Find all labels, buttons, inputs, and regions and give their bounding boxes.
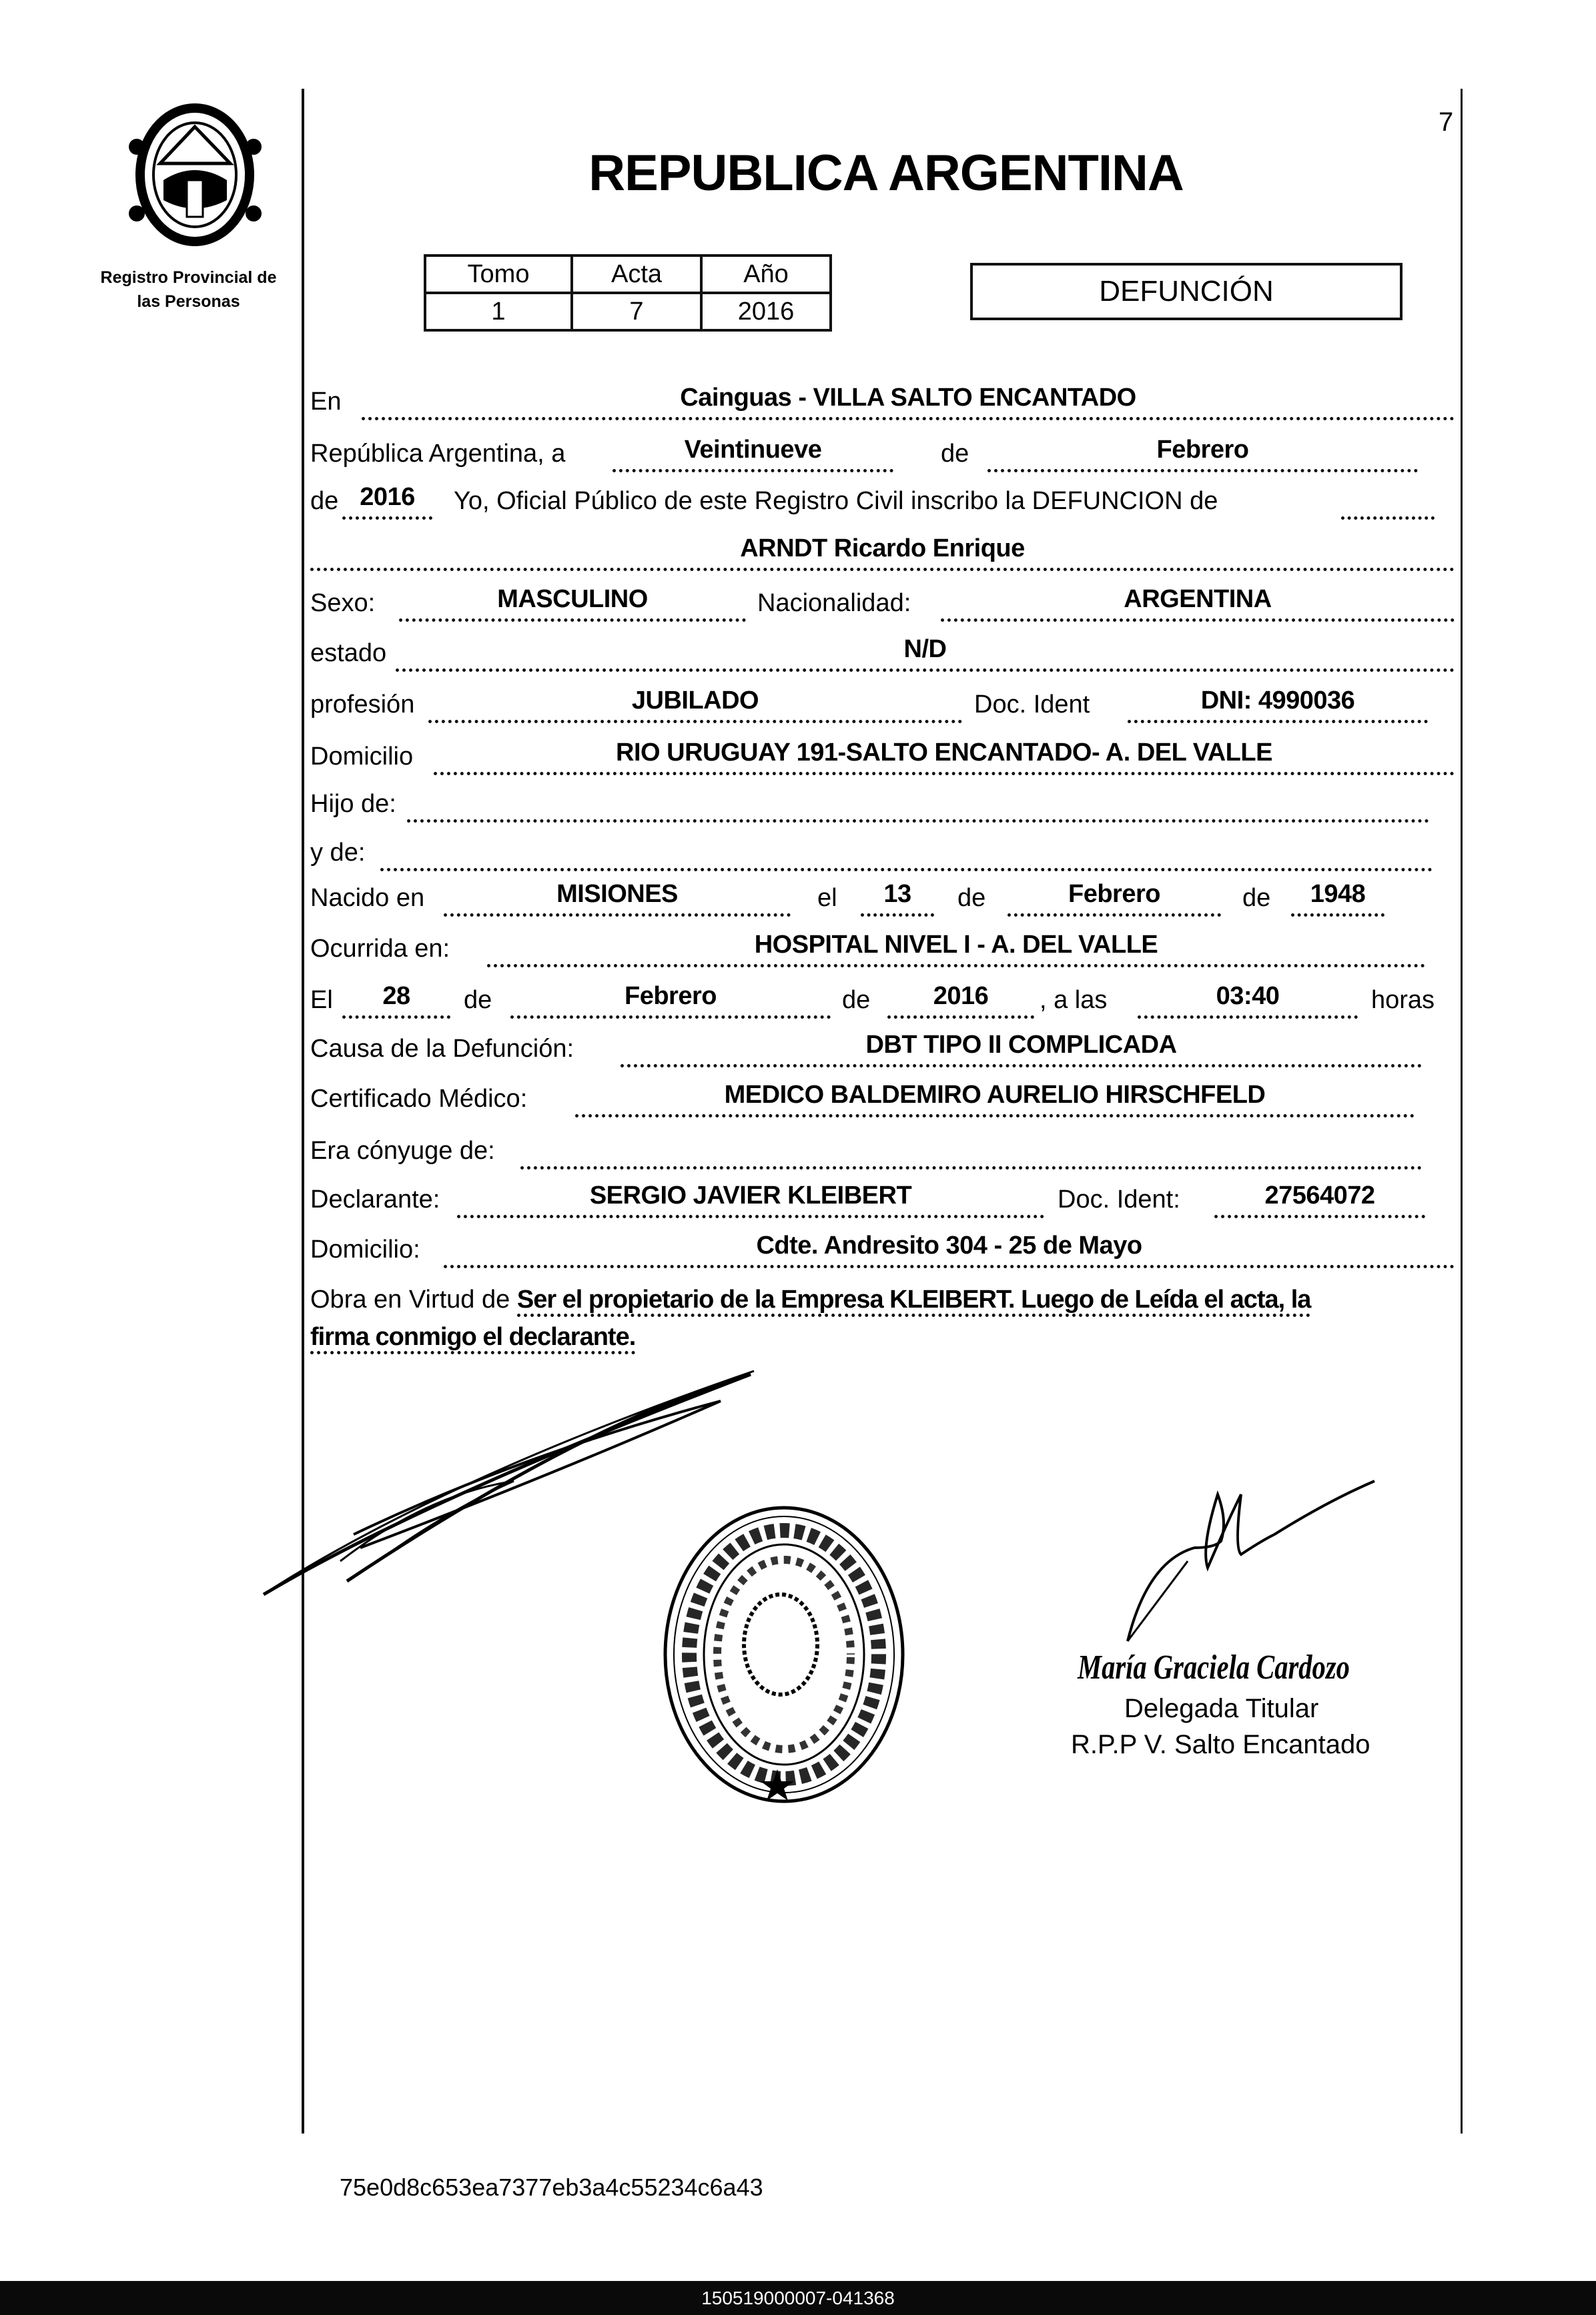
row-estado bbox=[0, 634, 1596, 672]
row-causa bbox=[0, 1030, 1596, 1067]
misiones-province-logo bbox=[123, 100, 267, 250]
row-fecha bbox=[0, 435, 1596, 472]
label-conyuge: Era cónyuge de: bbox=[310, 1137, 495, 1165]
header-acta: Acta bbox=[572, 256, 701, 293]
label-ocurrida-en: Ocurrida en: bbox=[310, 935, 450, 963]
field-blank bbox=[1341, 482, 1435, 520]
label-horas: horas bbox=[1371, 986, 1435, 1014]
label-en: En bbox=[310, 388, 342, 416]
value-anio: 2016 bbox=[701, 293, 831, 330]
field-doc-declarante: 27564072 bbox=[1214, 1180, 1425, 1218]
row-domicilio bbox=[0, 738, 1596, 775]
field-causa: DBT TIPO II COMPLICADA bbox=[621, 1029, 1422, 1067]
field-anio-defuncion: 2016 bbox=[887, 981, 1034, 1019]
header-tomo: Tomo bbox=[425, 256, 572, 293]
row-hijo-de bbox=[0, 785, 1596, 823]
field-anio: 2016 bbox=[342, 482, 432, 520]
label-de: de bbox=[957, 884, 986, 912]
label-de-anio: de bbox=[310, 487, 339, 515]
field-dia-defuncion: 28 bbox=[342, 981, 450, 1019]
field-estado: N/D bbox=[396, 634, 1455, 672]
label-nacionalidad: Nacionalidad: bbox=[757, 589, 911, 617]
official-office: R.P.P V. Salto Encantado bbox=[1071, 1730, 1370, 1759]
record-type-box: DEFUNCIÓN bbox=[970, 263, 1403, 320]
label-doc-ident: Doc. Ident bbox=[974, 690, 1090, 719]
text-oficial: Yo, Oficial Público de este Registro Civil inscribo la DEFUNCION de bbox=[454, 487, 1218, 515]
label-sexo: Sexo: bbox=[310, 589, 376, 617]
label-el: El bbox=[310, 986, 333, 1014]
field-sexo: MASCULINO bbox=[399, 584, 746, 622]
row-declarante bbox=[0, 1181, 1596, 1218]
label-y-de: y de: bbox=[310, 839, 366, 867]
row-nacido bbox=[0, 879, 1596, 917]
row-profesion bbox=[0, 686, 1596, 723]
field-lugar-nacimiento: MISIONES bbox=[444, 879, 791, 917]
row-nombre bbox=[0, 534, 1596, 571]
field-y-de bbox=[380, 833, 1433, 871]
field-doc-ident: DNI: 4990036 bbox=[1128, 685, 1428, 723]
row-conyuge bbox=[0, 1132, 1596, 1170]
field-domicilio-declarante: Cdte. Andresito 304 - 25 de Mayo bbox=[444, 1230, 1455, 1268]
label-nacido-en: Nacido en bbox=[310, 884, 425, 912]
field-mes: Febrero bbox=[987, 434, 1418, 472]
registry-caption bbox=[73, 266, 304, 314]
field-conyuge bbox=[520, 1131, 1422, 1170]
field-nombre: ARNDT Ricardo Enrique bbox=[310, 533, 1455, 571]
official-role: Delegada Titular bbox=[1124, 1694, 1319, 1723]
row-ocurrida bbox=[0, 930, 1596, 967]
row-fallecimiento bbox=[0, 981, 1596, 1019]
field-nacionalidad: ARGENTINA bbox=[941, 584, 1455, 622]
label-hijo-de: Hijo de: bbox=[310, 790, 396, 818]
value-tomo: 1 bbox=[425, 293, 572, 330]
label-domicilio: Domicilio bbox=[310, 743, 414, 771]
label-causa: Causa de la Defunción: bbox=[310, 1035, 574, 1063]
record-table bbox=[424, 254, 832, 332]
label-certificado: Certificado Médico: bbox=[310, 1085, 528, 1113]
field-anio-nacimiento: 1948 bbox=[1291, 879, 1384, 917]
obra-line1 bbox=[310, 1281, 1458, 1318]
label-a-las: , a las bbox=[1040, 986, 1108, 1014]
row-domicilio-declarante bbox=[0, 1231, 1596, 1268]
label-profesion: profesión bbox=[310, 690, 415, 719]
field-hora: 03:40 bbox=[1138, 981, 1358, 1019]
barcode-text: 150519000007-041368 bbox=[701, 2288, 895, 2308]
field-lugar: Cainguas - VILLA SALTO ENCANTADO bbox=[362, 382, 1455, 420]
label-doc-ident-declarante: Doc. Ident: bbox=[1058, 1186, 1180, 1214]
label-republica: República Argentina, a bbox=[310, 440, 566, 468]
registry-caption-line2: las Personas bbox=[137, 292, 240, 311]
label-el: el bbox=[817, 884, 837, 912]
barcode-bar bbox=[0, 2281, 1596, 2315]
field-obra-line2: firma conmigo el declarante. bbox=[310, 1323, 635, 1354]
row-en bbox=[0, 383, 1596, 420]
label-estado: estado bbox=[310, 639, 387, 667]
field-profesion: JUBILADO bbox=[428, 685, 962, 723]
field-dia-nacimiento: 13 bbox=[861, 879, 934, 917]
label-domicilio-declarante: Domicilio: bbox=[310, 1236, 420, 1264]
label-de: de bbox=[941, 440, 969, 468]
field-mes-nacimiento: Febrero bbox=[1008, 879, 1221, 917]
field-declarante: SERGIO JAVIER KLEIBERT bbox=[457, 1180, 1044, 1218]
label-declarante: Declarante: bbox=[310, 1186, 440, 1214]
label-obra: Obra en Virtud de bbox=[310, 1286, 510, 1314]
field-hijo-de bbox=[407, 785, 1429, 823]
official-name: María Graciela Cardozo bbox=[1078, 1649, 1350, 1687]
label-de: de bbox=[842, 986, 871, 1014]
row-anio bbox=[0, 482, 1596, 520]
row-y-de bbox=[0, 834, 1596, 871]
official-signature bbox=[1108, 1468, 1388, 1648]
obra-en-virtud bbox=[310, 1281, 1458, 1356]
value-acta: 7 bbox=[572, 293, 701, 330]
field-ocurrida-en: HOSPITAL NIVEL I - A. DEL VALLE bbox=[487, 929, 1425, 967]
label-de: de bbox=[464, 986, 492, 1014]
field-obra-line1: Ser el propietario de la Empresa KLEIBERT. Luego de Leída el acta, la bbox=[517, 1286, 1311, 1317]
row-sexo bbox=[0, 584, 1596, 622]
header-anio: Año bbox=[701, 256, 831, 293]
official-stamp bbox=[657, 1501, 911, 1808]
page-number: 7 bbox=[1439, 107, 1454, 137]
field-mes-defuncion: Febrero bbox=[510, 981, 831, 1019]
label-de: de bbox=[1242, 884, 1271, 912]
field-domicilio: RIO URUGUAY 191-SALTO ENCANTADO- A. DEL VALLE bbox=[434, 737, 1455, 775]
field-dia: Veintinueve bbox=[613, 434, 893, 472]
row-certificado bbox=[0, 1080, 1596, 1117]
document-title: REPUBLICA ARGENTINA bbox=[588, 145, 1184, 201]
registry-caption-line1: Registro Provincial de bbox=[100, 268, 277, 287]
document-hash: 75e0d8c653ea7377eb3a4c55234c6a43 bbox=[340, 2174, 763, 2201]
field-certificado: MEDICO BALDEMIRO AURELIO HIRSCHFELD bbox=[575, 1079, 1415, 1117]
